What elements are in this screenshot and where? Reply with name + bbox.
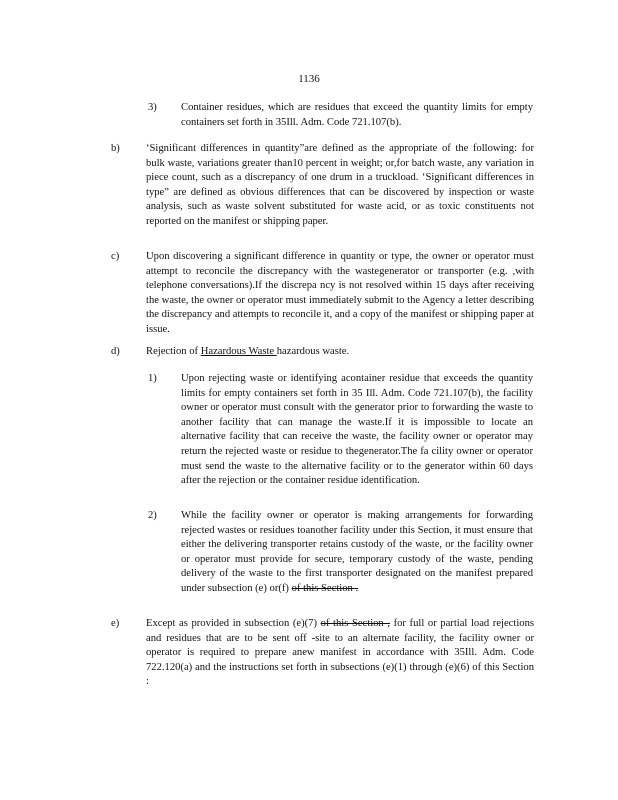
item-a3-text: Container residues, which are residues that exceed the quantity limits for empty containers set forth in 35Ill. Adm. Code 721.107(b).: [181, 102, 533, 128]
page-number: 1136: [298, 73, 320, 85]
item-e-struck-text: of this Section ,: [320, 618, 390, 629]
item-d2-paragraph: [181, 509, 533, 597]
item-e-paragraph: [146, 617, 534, 690]
item-e-label: e): [111, 618, 120, 629]
item-d-label: d): [111, 346, 120, 357]
item-b-label: b): [111, 143, 120, 154]
item-d1-label: 1): [148, 373, 157, 384]
item-d1-text: Upon rejecting waste or identifying acontainer residue that exceeds the quantity limits for empty containers set forth in 35 Ill. Adm. Code 721.107(b), the facility owner or operator must consult with the generator prior to forwarding the waste to another facility that can manage the waste.If it is impossible to locate an alternative facility that can receive the waste, the facility owner or operator may return the rejected waste or residue to thegenerator.The fa cility owner or operator must send the waste to the alternative facility or to the generator within 60 days after the rejection or the container residue identification.: [181, 373, 533, 487]
item-c-text: Upon discovering a significant difference in quantity or type, the owner or operator must attempt to reconcile the discrepancy with the wastegenerator or transporter (e.g. ,with telephone conversations).If the discrepa ncy is not resolved within 15 days after receiving the waste, the owner or operator must immediately submit to the Agency a letter describing the discrepancy and attempts to reconcile it, and a copy of the manifest or shipping paper at issue.: [146, 251, 535, 335]
item-d2-label: 2): [148, 510, 157, 521]
item-d-heading-suffix: hazardous waste.: [276, 346, 350, 357]
item-d2-text: While the facility owner or operator is making arrangements for forwarding rejected wastes or residues toanother facility under this Section, it must ensure that either the delivering transporter retains custody of the waste, or the facility owner or operator must provide for secure, temporary custody of the waste, pending delivery of the waste to the first transporter designated on the manifest prepared under subsection (e) or(f): [181, 510, 533, 594]
item-e-text-after: for full or partial load rejections and residues that are to be sent off -site to an alternate facility, the facility owner or operator is required to prepare anew manifest in accordance with 35Ill. Adm. Code 722.120(a) and the instructions set forth in subsections (e)(1) through (e)(6) of this Section :: [146, 618, 534, 688]
item-c-label: c): [111, 251, 120, 262]
item-d-heading-prefix: Rejection of: [146, 346, 201, 357]
item-d-heading-underlined: Hazardous Waste: [200, 346, 277, 357]
item-b-text: ‘Significant differences in quantity”are defined as the appropriate of the following: for bulk waste, variations greater than10 percent in weight; or,for batch waste, any variation in piece count, such as a discrepancy of one drum in a truckload. ‘Significant differences in type” are defined as obvious differences that can be discovered by inspection or waste analysis, such as waste solvent substituted for waste acid, or as toxic constituents not reported on the manifest or shipping paper.: [146, 143, 534, 227]
item-d2-struck-text: of this Section .: [291, 582, 359, 594]
item-d-heading: [146, 345, 534, 360]
item-e-text-before: Except as provided in subsection (e)(7): [146, 618, 321, 629]
item-a3-label: 3): [148, 102, 157, 113]
